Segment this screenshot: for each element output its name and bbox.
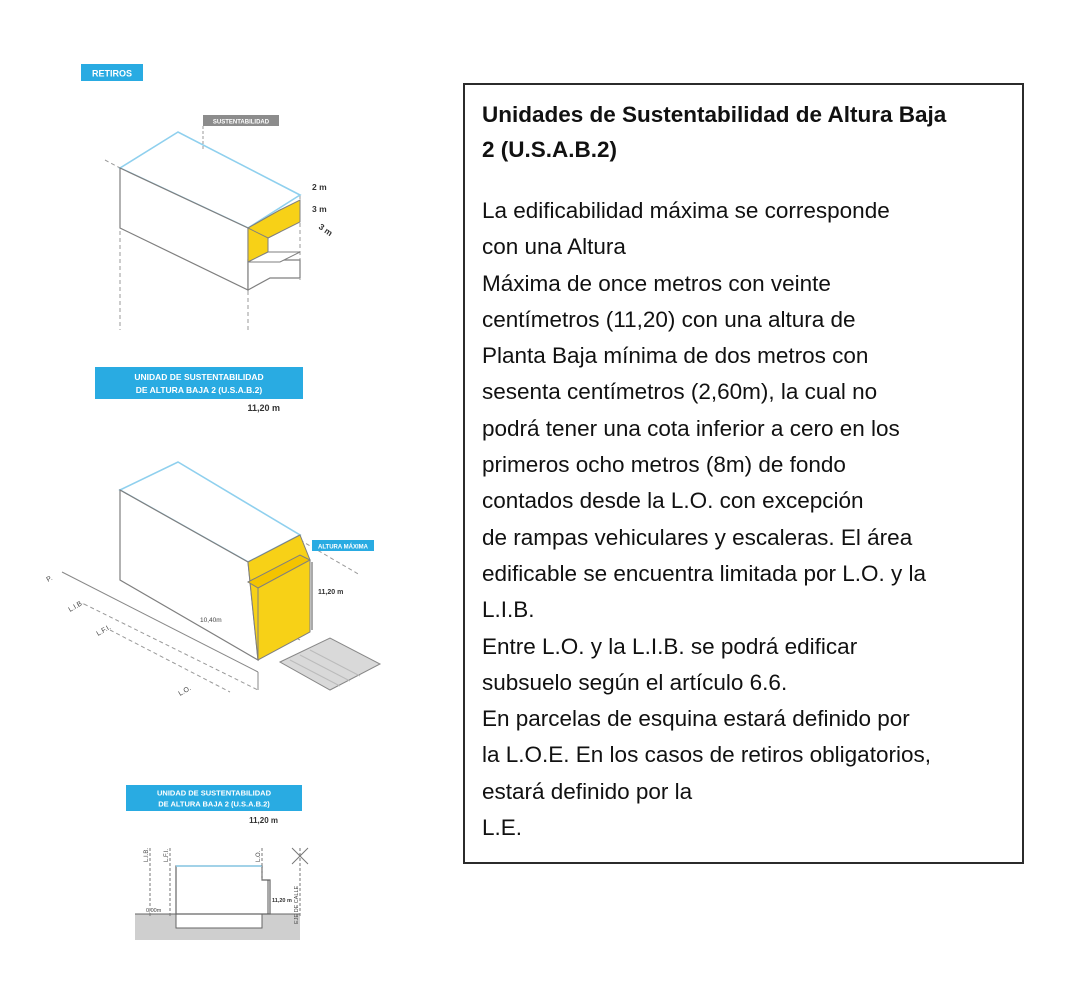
info-body (482, 193, 1006, 846)
section-label-level: 0,00m (146, 908, 162, 914)
info-title-line1: Unidades de Sustentabilidad de Altura Baja (482, 102, 947, 127)
info-line: La edificabilidad máxima se corresponde (482, 198, 890, 223)
section-height-label: 11,20 m (249, 816, 278, 825)
info-line: subsuelo según el artículo 6.6. (482, 669, 788, 695)
info-line: sesenta centímetros (2,60m), la cual no (482, 379, 878, 405)
retiros-dim-top: 2 m (312, 182, 327, 192)
diagram-isometric (46, 367, 381, 698)
info-line: L.E. (482, 815, 523, 841)
iso-dim-height: 11,20 m (318, 589, 344, 596)
iso-height-label: 11,20 m (247, 403, 280, 413)
iso-tag-line2: DE ALTURA BAJA 2 (U.S.A.B.2) (135, 385, 263, 395)
info-line: de rampas vehiculares y escaleras. El área (482, 524, 913, 550)
section-dim-height: 11,20 m (272, 898, 292, 904)
section-label-lo: L.O. (256, 850, 262, 862)
iso-line-le: L.F.I. (95, 624, 113, 638)
retiros-dim-mid: 3 m (312, 204, 327, 214)
info-title-line2: 2 (U.S.A.B.2) (482, 137, 618, 162)
info-line: edificable se encuentra limitada por L.O. y la (482, 560, 926, 586)
section-building (176, 866, 270, 914)
info-line: Entre L.O. y la L.I.B. se podrá edificar (482, 633, 858, 659)
info-line: En parcelas de esquina estará definido por (482, 706, 910, 732)
retiros-box-step (248, 260, 300, 290)
iso-line-lib: L.I.B. (67, 599, 86, 614)
info-line: podrá tener una cota inferior a cero en los (482, 415, 900, 441)
section-label-street: EJE DE CALLE (294, 885, 300, 924)
retiros-dim-side: 3 m (316, 221, 335, 239)
info-line: contados desde la L.O. con excepción (482, 488, 864, 514)
info-line: centímetros (11,20) con una altura de (482, 306, 856, 332)
retiros-callout-label: SUSTENTABILIDAD (212, 119, 270, 126)
iso-tag-line1: UNIDAD DE SUSTENTABILIDAD (134, 372, 264, 382)
section-tag-line2: DE ALTURA BAJA 2 (U.S.A.B.2) (158, 799, 270, 809)
iso-callout-label: ALTURA MÁXIMA (318, 544, 368, 551)
iso-dim-depth: 10,40m (200, 617, 222, 624)
info-line: con una Altura (482, 234, 626, 260)
info-box (463, 83, 1024, 864)
info-line: Máxima de once metros con veinte (482, 270, 831, 296)
info-line: estará definido por la (482, 778, 693, 804)
diagrams-panel (0, 0, 460, 987)
section-label-lfi: L.F.I. (164, 848, 170, 862)
section-tag-line1: UNIDAD DE SUSTENTABILIDAD (156, 788, 272, 798)
info-line: primeros ocho metros (8m) de fondo (482, 452, 846, 478)
info-line: la L.O.E. En los casos de retiros obligatorios, (482, 742, 931, 768)
retiros-tag-label: RETIROS (91, 68, 133, 79)
iso-sidewalk (280, 638, 380, 690)
info-line: Planta Baja mínima de dos metros con (482, 343, 869, 369)
info-line: L.I.B. (482, 597, 535, 623)
info-title (482, 97, 1006, 167)
diagram-section (126, 785, 308, 940)
diagram-retiros (81, 64, 335, 330)
section-label-lib: L.I.B. (144, 847, 150, 862)
iso-line-lo: L.O. (177, 685, 193, 698)
iso-line-p: P. (45, 574, 54, 584)
